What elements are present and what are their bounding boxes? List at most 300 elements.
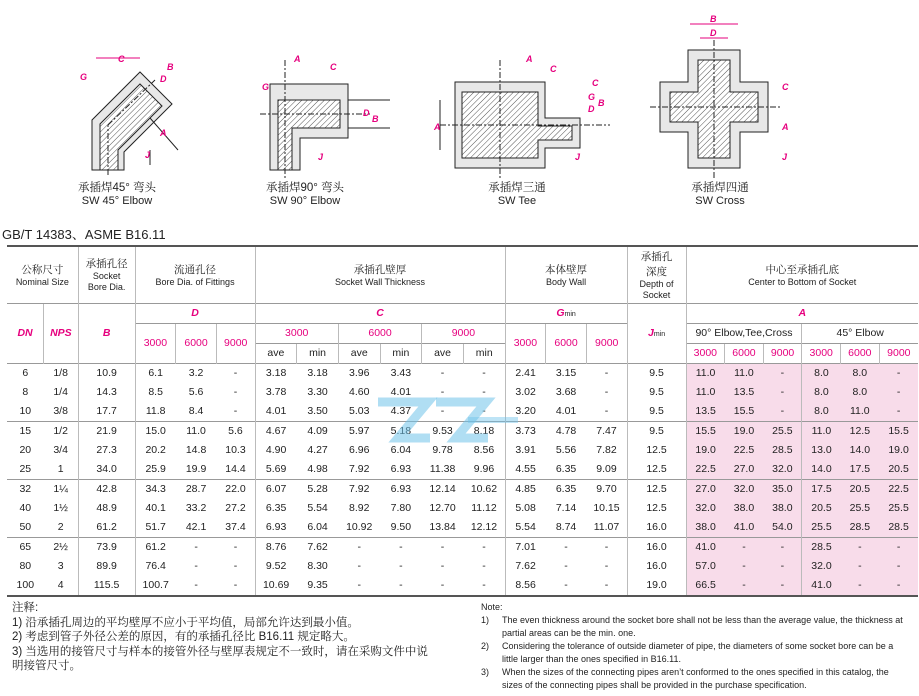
svg-text:D: D [588,104,595,114]
table-cell: 6.07 [255,479,297,499]
table-cell: 8.92 [348,502,370,514]
table-cell: 4.01 [255,402,297,422]
table-cell: 17.5 [841,460,880,480]
table-cell: 5.28 [297,479,339,499]
table-cell: 27.0 [725,460,764,480]
caption-sw45: 承插焊45° 弯头 SW 45° Elbow [77,182,157,207]
table-cell: 40.1 [135,499,176,518]
table-cell: 13.84 [429,521,456,533]
table-cell: 19.0 [879,441,918,460]
svg-text:D: D [160,74,167,84]
table-cell: - [440,560,445,572]
table-cell: 2½ [44,537,79,557]
table-cell: 54.0 [763,518,802,538]
table-cell: 8.76 [255,537,297,557]
table-cell: 15.5 [686,421,725,441]
table-cell: 9.5 [627,363,686,383]
table-row [7,363,918,383]
header-socket-wall: 承插孔壁厚 Socket Wall Thickness [255,246,505,303]
table-cell: - [194,560,198,572]
table-cell: 7.80 [390,502,412,514]
table-cell: 1/2 [44,421,79,441]
table-cell: 5.6 [188,386,204,398]
table-cell: 3.78 [255,383,297,402]
table-cell: 3.18 [297,363,339,383]
table-cell: 115.5 [78,576,135,596]
table-cell: - [463,537,505,557]
table-cell: 42.8 [78,479,135,499]
table-cell: 10.3 [225,444,246,456]
table-cell: 19.9 [185,463,207,475]
table-cell: 15.0 [135,421,176,441]
table-cell: 28.7 [176,479,217,499]
table-cell: 7.92 [338,479,380,499]
table-cell: 41.0 [686,537,725,557]
table-cell: 4.09 [297,421,339,441]
table-cell: 17.7 [78,402,135,422]
watermark-logo [368,390,528,450]
svg-text:C: C [592,78,599,88]
table-cell: 7.62 [505,557,546,576]
symbol-a: A [686,303,918,323]
table-cell: - [482,560,486,572]
symbol-c: C [255,303,505,323]
table-cell: 4.01 [390,386,412,398]
table-cell: 4.37 [390,405,412,417]
table-cell: 6.35 [546,479,587,499]
table-cell: 57.0 [686,557,725,576]
table-cell: 11.0 [176,421,217,441]
table-row [7,576,918,596]
table-cell: 25 [19,463,32,475]
table-cell: - [879,537,918,557]
table-cell: - [763,537,802,557]
svg-text:J: J [575,152,581,162]
table-cell: 6.35 [555,463,577,475]
table-cell: 6.93 [390,463,412,475]
table-cell: 11.0 [841,402,880,422]
table-cell: 1 [57,463,64,475]
table-cell: 27.0 [686,479,725,499]
table-cell: 3.02 [505,383,546,402]
table-cell: 28.5 [841,518,880,538]
table-cell: 6.93 [255,518,297,538]
table-cell: 9.09 [596,463,617,475]
table-cell: 5.08 [505,499,546,518]
table-cell: 48.9 [78,499,135,518]
table-cell: 3.43 [380,363,422,383]
table-cell: 9.35 [297,576,339,596]
table-cell: - [586,363,627,383]
table-cell: 6.1 [135,363,176,383]
table-cell: 4.67 [255,421,297,441]
table-cell: 32 [7,479,44,499]
svg-text:G: G [588,92,596,102]
table-cell: 42.1 [185,521,207,533]
table-cell: 22.0 [216,479,255,499]
table-cell: 73.9 [78,537,135,557]
table-cell: 19.0 [627,576,686,596]
table-cell: 8.0 [802,383,841,402]
table-cell: 10.62 [463,479,505,499]
table-cell: 7.92 [348,463,370,475]
caption-swtee: 承插焊三通 SW Tee [488,182,546,207]
table-cell: 3.15 [546,363,587,383]
sw-tee-drawing [440,60,610,178]
table-cell: 12.14 [422,479,464,499]
table-cell: 9.53 [422,421,464,441]
table-cell: - [604,386,609,398]
table-cell: 8.56 [473,444,495,456]
table-cell: 9.5 [627,383,686,402]
table-cell: 1/8 [44,363,79,383]
sw90-elbow-drawing [260,60,390,178]
table-cell: 50 [19,521,32,533]
table-cell: 8.5 [135,383,176,402]
table-cell: 16.0 [627,518,686,538]
table-cell: 61.2 [78,518,135,538]
svg-text:C: C [550,64,557,74]
table-cell: 25.5 [879,499,918,518]
table-cell: - [440,386,445,398]
table-cell: 3.20 [505,402,546,422]
table-cell: - [763,363,802,383]
table-cell: 100 [7,576,44,596]
header-socket-bore: 承插孔径 Socket Bore Dia. [78,246,135,303]
standard-title: GB/T 14383、ASME B16.11 [2,227,166,242]
table-cell: 80 [19,560,32,572]
table-cell: - [841,576,880,596]
symbol-j: Jmin [627,303,686,363]
table-row [7,557,918,576]
table-cell: 27.3 [78,441,135,460]
table-cell: 4.55 [505,460,546,480]
table-cell: 25.9 [135,460,176,480]
table-cell: 41.0 [725,518,764,538]
table-cell: 12.5 [627,441,686,460]
table-cell: - [586,576,627,596]
table-cell: - [399,560,403,572]
table-cell: - [216,537,255,557]
svg-text:J: J [145,150,151,160]
table-cell: 10.15 [593,502,620,514]
table-cell: 3/8 [53,405,68,417]
table-cell: - [233,405,238,417]
table-cell: 11.0 [686,383,725,402]
table-cell: - [422,537,464,557]
svg-text:G: G [262,82,270,92]
table-cell: - [463,576,505,596]
table-cell: 25.5 [841,499,880,518]
header-elbow90: 90° Elbow,Tee,Cross [686,323,802,343]
table-cell: 15.5 [879,421,918,441]
table-cell: 9.96 [473,463,495,475]
table-cell: - [879,557,918,576]
table-cell: 17.5 [802,479,841,499]
table-cell: 5.54 [307,502,328,514]
table-cell: 7.01 [505,537,546,557]
svg-text:B: B [167,62,174,72]
svg-text:G: G [80,72,88,82]
svg-text:J: J [782,152,788,162]
svg-text:A: A [782,122,789,132]
table-cell: 38.0 [725,499,764,518]
table-cell: 5.56 [555,444,577,456]
svg-text:B: B [710,14,717,24]
table-cell: 20.5 [879,460,918,480]
table-cell: - [879,576,918,596]
table-cell: 3/4 [53,444,68,456]
table-row [7,537,918,557]
table-cell: 13.5 [686,402,725,422]
table-cell: 5.54 [505,518,546,538]
table-cell: 3.18 [255,363,297,383]
table-cell: 100.7 [135,576,176,596]
table-cell: - [841,557,880,576]
table-cell: 8.56 [505,576,546,596]
table-cell: 8.0 [841,363,880,383]
table-cell: 6.35 [255,499,297,518]
table-cell: 6.04 [307,521,328,533]
table-cell: 3.73 [505,421,546,441]
table-cell: 3.68 [555,386,577,398]
table-cell: 8.0 [802,363,841,383]
table-cell: 11.0 [686,363,725,383]
table-cell: 15 [7,421,44,441]
svg-text:A: A [434,122,441,132]
dim-label: C [118,54,125,64]
table-cell: - [338,537,380,557]
table-cell: 9.78 [432,444,453,456]
table-cell: 7.14 [555,502,577,514]
table-cell: 11.0 [725,363,764,383]
table-cell: - [763,557,802,576]
table-cell: 20.5 [841,479,880,499]
table-cell: - [380,576,422,596]
table-cell: 9.5 [627,421,686,441]
table-cell: 6.04 [390,444,412,456]
symbol-b: B [78,303,135,363]
table-cell: 8.18 [463,421,505,441]
table-cell: 8 [22,386,29,398]
table-cell: - [725,537,764,557]
table-cell: 76.4 [135,557,176,576]
sw-cross-drawing [650,24,780,178]
table-cell: - [338,576,380,596]
svg-text:A: A [160,128,167,138]
header-nominal-size: 公称尺寸 Nominal Size [7,246,78,303]
table-cell: 4.85 [505,479,546,499]
table-cell: 3.50 [307,405,328,417]
table-cell: - [176,576,217,596]
table-cell: - [546,576,587,596]
table-row [7,499,918,518]
table-cell: - [841,537,880,557]
table-cell: - [879,402,918,422]
svg-text:C: C [782,82,789,92]
table-cell: 4.78 [546,421,587,441]
table-cell: - [380,537,422,557]
table-cell: 6 [7,363,44,383]
header-bore-fittings: 流通孔径 Bore Dia. of Fittings [135,246,255,303]
table-cell: 34.3 [135,479,176,499]
table-cell: - [357,560,361,572]
table-cell: 12.5 [841,421,880,441]
table-cell: - [604,560,609,572]
caption-swcross: 承插焊四通 SW Cross [691,182,749,207]
table-cell: 5.6 [216,421,255,441]
table-cell: 16.0 [627,557,686,576]
table-cell: 37.4 [225,521,246,533]
table-cell: - [216,576,255,596]
table-cell: 5.69 [255,460,297,480]
table-cell: - [422,576,464,596]
svg-text:B: B [598,98,605,108]
table-cell: 4.01 [555,405,577,417]
table-cell: 2 [57,521,64,533]
svg-text:A: A [526,54,533,64]
table-cell: 51.7 [135,518,176,538]
svg-text:B: B [372,114,379,124]
table-cell: 38.0 [686,518,725,538]
table-cell: 28.5 [879,518,918,538]
table-cell: 6.96 [348,444,370,456]
table-cell: 1/4 [53,386,68,398]
table-cell: 33.2 [185,502,207,514]
table-cell: 8.74 [555,521,577,533]
table-cell: 11.12 [471,502,497,514]
table-cell: 14.0 [841,441,880,460]
table-cell: 14.8 [185,444,207,456]
table-cell: 20 [19,444,32,456]
table-cell: 14.3 [78,383,135,402]
table-cell: 7.47 [586,421,627,441]
table-cell: - [725,576,764,596]
table-cell: 8.0 [802,402,841,422]
table-cell: 19.0 [725,421,764,441]
table-cell: - [233,386,238,398]
table-cell: - [546,537,587,557]
table-cell: 1¼ [44,479,79,499]
table-cell: 9.5 [627,402,686,422]
table-cell: 12.5 [627,479,686,499]
notes-english: Note: 1) The even thickness around the socket bore shall not be less than the average value, the thickness at partial areas can be the min. one. 2) Considering the tolerance of outside diameter of pipe, the diameters of some socket bore can be a little larger than the ones specified in B16.11. 3) When the sizes of the connecting pipes aren’t conformed to the ones specified in this catalog, the sizes of the connecting pipes shall be provided in the purchase specification. [481,602,903,690]
table-cell: 8.0 [841,383,880,402]
table-cell: 15.5 [725,402,764,422]
table-cell: 12.12 [470,521,498,533]
table-cell: 66.5 [686,576,725,596]
table-cell: 34.0 [78,460,135,480]
table-cell: 10.92 [346,521,373,533]
table-cell: 12.5 [627,460,686,480]
table-cell: 4.60 [348,386,370,398]
table-cell: 13.0 [802,441,841,460]
svg-text:C: C [330,62,337,72]
table-cell: 20.2 [135,441,176,460]
table-cell: 3.2 [176,363,217,383]
header-nps: NPS [44,303,79,363]
table-cell: - [422,363,464,383]
table-cell: 4 [44,576,79,596]
table-cell: 20.5 [802,499,841,518]
table-cell: 7.82 [596,444,617,456]
table-cell: 5.18 [380,421,422,441]
table-cell: 27.2 [225,502,246,514]
table-cell: 19.0 [686,441,725,460]
table-cell: 12.5 [627,499,686,518]
svg-text:A: A [294,54,301,64]
table-cell: 8.30 [307,560,328,572]
table-cell: 5.97 [338,421,380,441]
table-cell: - [482,386,486,398]
table-cell: - [763,402,802,422]
header-depth: 承插孔 深度 Depth of Socket [627,246,686,303]
table-cell: 61.2 [135,537,176,557]
table-cell: 3.96 [338,363,380,383]
table-cell: 38.0 [763,499,802,518]
svg-text:J: J [318,152,324,162]
table-row [7,460,918,480]
table-cell: 1½ [53,502,68,514]
header-elbow45: 45° Elbow [802,323,918,343]
table-cell: 22.5 [879,479,918,499]
table-cell: - [763,383,802,402]
table-cell: 4.27 [307,444,328,456]
table-cell: 11.0 [802,421,841,441]
table-cell: 6.93 [380,479,422,499]
table-cell: 5.03 [348,405,370,417]
table-cell: 8.4 [188,405,204,417]
table-cell: - [463,363,505,383]
table-cell: 25.5 [802,518,841,538]
table-cell: 16.0 [627,537,686,557]
table-cell: 10.9 [78,363,135,383]
symbol-d: D [135,303,255,323]
symbol-g: Gmin [505,303,627,323]
caption-sw90: 承插焊90° 弯头 SW 90° Elbow [265,182,345,207]
table-cell: 4.90 [255,441,297,460]
spec-table: 公称尺寸 Nominal Size 承插孔径 Socket Bore Dia. 流通孔径 Bore Dia. of Fittings 承插孔壁厚 Socket Wall Thickness 本体壁厚 Body Wall 承插孔 深度 Depth of Socket 中心至承插孔底 Center to Bottom of Socket DN NPS B D C Gmin Jmin A 3000 6000 9000 3000 6000 9000 3000 6000 9000 90° Elbow,Tee,Cross 45° Elbow ave min ave min ave min 3000 6000 9000 3000 6000 9000 6 1/8 10.9 6.1 3.2 - 3.18 3.18 3.96 3.43 - - 2.41 3.15 - 9.5 11.0 11.0 - 8.0 8.0 - 8 1/4 14.3 8.5 5.6 - 3.78 3.30 4.60 4.01 - - 3.02 3.68 - 9.5 11.0 13.5 - 8.0 8.0 - 10 3/8 17.7 11.8 8.4 - 4.01 3.50 5.03 4.37 - - 3.20 4.01 - 9.5 13.5 15.5 - 8.0 11.0 - 15 1/2 21.9 15.0 11.0 5.6 4.67 4.09 5.97 5.18 9.53 8.18 3.73 4.78 7.47 9.5 15.5 19.0 25.5 11.0 12.5 15.5 20 3/4 27.3 20.2 14.8 10.3 4.90 4.27 6.96 6.04 9.78 8.56 3.91 5.56 7.82 12.5 19.0 22.5 28.5 13.0 14.0 19.0 25 1 34.0 25.9 19.9 14.4 5.69 4.98 7.92 6.93 11.38 9.96 4.55 6.35 9.09 12.5 22.5 27.0 32.0 14.0 17.5 20.5 32 1¼ 42.8 34.3 28.7 22.0 6.07 5.28 7.92 6.93 12.14 10.62 4.85 6.35 9.70 12.5 27.0 32.0 35.0 17.5 20.5 22.5 40 1½ 48.9 40.1 33.2 27.2 6.35 5.54 8.92 7.80 12.70 11.12 5.08 7.14 10.15 12.5 32.0 38.0 38.0 20.5 25.5 25.5 50 2 61.2 51.7 42.1 37.4 6.93 6.04 10.92 9.50 13.84 12.12 5.54 8.74 11.07 16.0 38.0 41.0 54.0 25.5 28.5 28.5 65 2½ 73.9 61.2 - - 8.76 7.62 - - - - 7.01 - - 16.0 41.0 - - 28.5 - - 80 3 89.9 76.4 - - 9.52 8.30 - - - - 7.62 - - 16.0 57.0 - - 32.0 - - 100 4 115.5 100.7 - - 10.69 9.35 - - - - 8.56 - - 19.0 66.5 - - 41.0 - - [7,245,918,597]
table-cell: 25.5 [763,421,802,441]
table-cell: 28.5 [802,537,841,557]
table-cell: - [216,363,255,383]
table-cell: 9.50 [390,521,412,533]
table-cell: - [440,405,445,417]
header-dn: DN [7,303,44,363]
notes-chinese: 注释: 1) 沿承插孔周边的平均壁厚不应小于平均值，局部允许达到最小值。 2) 考虑到管子外径公差的原因，有的承插孔径比 B16.11 规定略大。 3) 当选用的接管尺寸与样本的接管外径与壁厚表规定不一致时，请在采购文件中说 明接管尺寸。 [12,602,428,672]
table-cell: 4.98 [307,463,328,475]
table-cell: 32.0 [802,557,841,576]
table-cell: 2.41 [505,363,546,383]
table-cell: - [233,560,238,572]
table-cell: 22.5 [725,441,764,460]
svg-text:D: D [710,28,717,38]
svg-text:D: D [363,108,370,118]
table-cell: - [176,537,217,557]
table-cell: - [482,405,486,417]
header-center-bottom: 中心至承插孔底 Center to Bottom of Socket [686,246,918,303]
table-cell: 41.0 [802,576,841,596]
table-row [7,479,918,499]
table-cell: 14.0 [802,460,841,480]
table-cell: 11.07 [593,521,620,533]
table-cell: 10 [19,405,32,417]
table-cell: 89.9 [78,557,135,576]
table-cell: 3 [57,560,64,572]
table-cell: 3.30 [307,386,328,398]
table-cell: - [725,557,764,576]
table-cell: 40 [19,502,32,514]
